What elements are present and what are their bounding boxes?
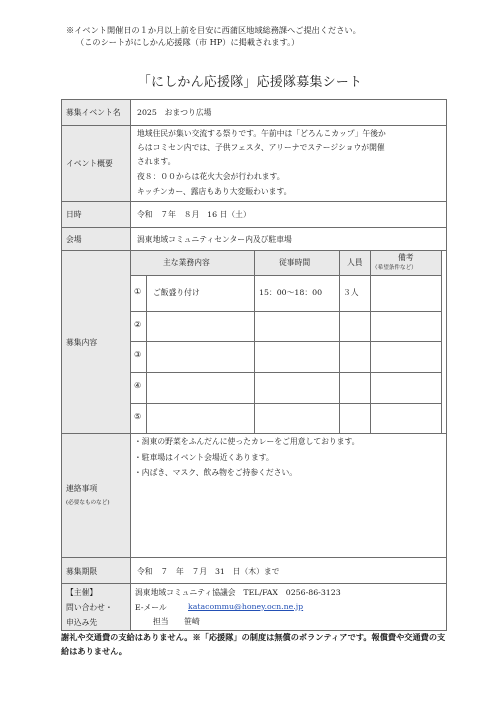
label-column-background xyxy=(61,99,130,631)
staff-column-header: 人員 xyxy=(347,258,363,267)
contact-person: 担当 笹崎 xyxy=(153,617,200,626)
recruitment-label: 募集内容 xyxy=(66,338,98,347)
task-row-number: ① xyxy=(134,287,141,296)
task-table-border-right xyxy=(441,250,442,433)
organizer-name-phone: 潟東地域コミュニティ協議会 TEL/FAX 0256-86-3123 xyxy=(135,588,341,597)
task-row-number: ⑤ xyxy=(134,412,141,421)
form-row-divider xyxy=(61,583,447,584)
event-overview-label: イベント概要 xyxy=(66,159,113,168)
task-table-column-divider xyxy=(339,250,340,433)
event-overview-line: 夜８：００からは花火大会が行われます。 xyxy=(137,172,285,181)
event-overview-line: されます。 xyxy=(137,157,176,166)
notes-line: ・駐車場はイベント会場近くあります。 xyxy=(134,453,274,462)
form-row-divider xyxy=(61,557,447,558)
task-table-column-divider xyxy=(146,275,147,433)
deadline-value: 令和 ７ 年 ７月 31 日（木）まで xyxy=(137,567,280,576)
task-table-border-bottom xyxy=(130,433,442,434)
deadline-label: 募集期限 xyxy=(66,567,98,576)
label-column-divider xyxy=(130,99,131,631)
remarks-column-header: 備考 xyxy=(398,253,414,262)
task-row-staff: ３人 xyxy=(343,288,359,297)
venue-label: 会場 xyxy=(66,235,82,244)
task-row-number: ② xyxy=(134,320,141,329)
task-table-row-divider xyxy=(130,341,442,342)
page-title: 「にしかん応援隊」応援隊募集シート xyxy=(137,75,363,90)
form-border-top xyxy=(61,99,447,100)
task-table-row-divider xyxy=(130,372,442,373)
task-table-column-divider xyxy=(254,250,255,433)
email-label: E-メール xyxy=(135,603,167,612)
organizer-label: 問い合わせ・ xyxy=(66,603,113,612)
task-column-header: 主な業務内容 xyxy=(163,258,210,267)
remarks-column-subheader: （希望条件など） xyxy=(372,265,417,271)
footer-disclaimer: 謝礼や交通費の支給はありません。※「応援隊」の制度は無償のボランティアです。報償費や交通費の支給はありません。 xyxy=(61,632,446,656)
task-row-number: ③ xyxy=(134,350,141,359)
task-table-row-divider xyxy=(130,275,442,276)
task-row-hours: 15：00～18：00 xyxy=(259,288,323,297)
form-border-right xyxy=(446,99,447,631)
task-table-row-divider xyxy=(130,403,442,404)
notes-label-sub: (必要なものなど) xyxy=(66,500,110,506)
hours-column-header: 従事時間 xyxy=(279,258,311,267)
form-row-divider xyxy=(61,227,447,228)
event-overview-line: らはコミセン内では、子供フェスタ、アリーナでステージショウが開催 xyxy=(137,143,385,152)
date-value: 令和 ７年 ８月 16 日（土） xyxy=(137,210,251,219)
task-table-row-divider xyxy=(130,311,442,312)
form-row-divider xyxy=(61,125,447,126)
notes-line: ・内ばき、マスク、飲み物をご持参ください。 xyxy=(134,468,298,477)
submission-note: ※イベント開催日の１か月以上前を目安に西蒲区地域総務課へご提出ください。 xyxy=(66,25,361,35)
publication-note: （このシートがにしかん応援隊（市 HP）に掲載されます。） xyxy=(76,37,300,47)
email-link[interactable]: katacommu@honey.ocn.ne.jp xyxy=(188,602,304,611)
notes-line: ・潟東の野菜をふんだんに使ったカレーをご用意しております。 xyxy=(134,437,360,446)
event-overview-line: キッチンカー、露店もあり大変賑わいます。 xyxy=(137,187,292,196)
form-row-divider xyxy=(61,201,447,202)
task-row-task: ご飯盛り付け xyxy=(153,288,200,297)
event-overview-line: 地域住民が集い交流する祭りです。午前中は「どろんこカップ」午後か xyxy=(137,129,386,138)
task-row-number: ④ xyxy=(134,381,141,390)
task-table-column-divider xyxy=(370,250,371,433)
task-table-border-top xyxy=(130,250,442,251)
event-name-label: 募集イベント名 xyxy=(66,108,121,117)
venue-value: 潟東地域コミュニティセンター内及び駐車場 xyxy=(137,235,292,244)
form-border-left xyxy=(61,99,62,631)
date-label: 日時 xyxy=(66,210,82,219)
organizer-label: 申込み先 xyxy=(66,618,98,627)
organizer-label: 【主催】 xyxy=(66,588,98,597)
event-name-value: 2025 おまつり広場 xyxy=(137,108,212,117)
notes-label: 連絡事項 xyxy=(66,484,98,493)
